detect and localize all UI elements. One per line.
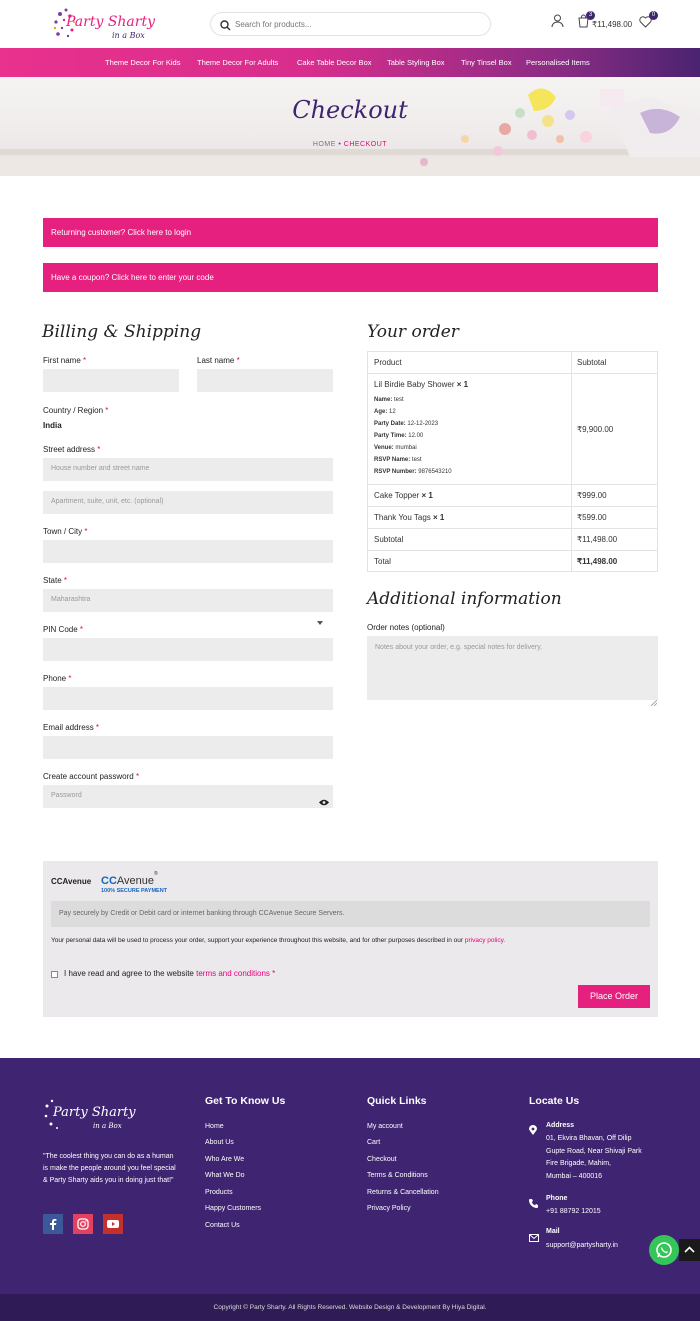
- footer-link-my-account[interactable]: My account: [367, 1123, 403, 1130]
- footer-link-cart[interactable]: Cart: [367, 1139, 381, 1146]
- nav-table-styling[interactable]: Table Styling Box: [387, 58, 445, 67]
- town-label: Town / City *: [43, 527, 88, 536]
- email-field[interactable]: [43, 736, 333, 759]
- logo-text: Party Sharty: [66, 14, 155, 30]
- order-review-table: [367, 351, 658, 572]
- account-icon[interactable]: [551, 14, 564, 33]
- privacy-policy-link[interactable]: privacy policy.: [464, 937, 506, 944]
- footer-quick-title: Quick Links: [367, 1095, 427, 1107]
- phone-field[interactable]: [43, 687, 333, 710]
- order-notes-textarea[interactable]: [367, 636, 658, 700]
- ccavenue-logo: [101, 871, 167, 894]
- logo-sub: in a Box: [112, 31, 145, 40]
- nav-tiny-tinsel[interactable]: Tiny Tinsel Box: [461, 58, 512, 67]
- email-label: Email address *: [43, 723, 100, 732]
- order-notes-placeholder: Notes about your order, e.g. special notes for delivery.: [375, 644, 543, 651]
- password-placeholder: Password: [51, 792, 82, 799]
- subtotal-label: Subtotal: [374, 535, 404, 544]
- site-footer: [0, 1058, 700, 1294]
- footer-link-terms[interactable]: Terms & Conditions: [367, 1172, 428, 1179]
- copyright-bar: Copyright © Party Sharty. All Rights Reserved. Website Design & Development By Hiya Digital.: [0, 1294, 700, 1321]
- footer-locate-title: Locate Us: [529, 1095, 580, 1107]
- chevron-up-icon: [679, 1239, 700, 1261]
- nav-theme-decor-kids[interactable]: Theme Decor For Kids: [105, 58, 181, 67]
- state-selected-value: Maharashtra: [51, 596, 91, 603]
- col-subtotal-header: Subtotal: [577, 358, 607, 367]
- footer-link-who-are-we[interactable]: Who Are We: [205, 1156, 245, 1163]
- instagram-icon[interactable]: [73, 1214, 93, 1234]
- payment-description: Pay securely by Credit or Debit card or internet banking through CCAvenue Secure Servers.: [51, 901, 650, 927]
- ccavenue-secure-text: 100% SECURE PAYMENT: [101, 888, 168, 894]
- item-price: ₹999.00: [577, 491, 607, 500]
- phone-label: Phone *: [43, 674, 72, 683]
- cart-total[interactable]: ₹11,498.00: [592, 20, 633, 29]
- item-meta: Party Time: 12.00: [374, 433, 424, 439]
- footer-link-returns[interactable]: Returns & Cancellation: [367, 1189, 439, 1196]
- show-password-eye-icon[interactable]: [319, 793, 329, 811]
- chevron-down-icon: [317, 612, 323, 630]
- item-meta: Age: 12: [374, 409, 396, 415]
- page-title: Checkout: [292, 96, 408, 124]
- footer-link-what-we-do[interactable]: What We Do: [205, 1172, 245, 1179]
- ccavenue-logo-reg: ®: [154, 871, 158, 877]
- item-meta: Venue: mumbai: [374, 445, 417, 451]
- street-address-2-field[interactable]: [43, 491, 333, 514]
- address-label: Address: [546, 1122, 575, 1129]
- site-header: [0, 0, 700, 48]
- state-select[interactable]: [43, 589, 333, 612]
- footer-link-contact[interactable]: Contact Us: [205, 1222, 240, 1229]
- last-name-label: Last name *: [197, 356, 240, 365]
- street-address-label: Street address *: [43, 445, 101, 454]
- terms-label: I have read and agree to the website terms and conditions *: [64, 969, 276, 978]
- nav-theme-decor-adults[interactable]: Theme Decor For Adults: [197, 58, 279, 67]
- pin-code-label: PIN Code *: [43, 625, 84, 634]
- additional-info-title: Additional information: [367, 589, 562, 609]
- payment-method-label[interactable]: CCAvenue: [51, 877, 92, 886]
- item-price: ₹599.00: [577, 513, 607, 522]
- first-name-label: First name *: [43, 356, 87, 365]
- page-banner: [0, 77, 700, 176]
- item-meta: RSVP Number: 9876543210: [374, 469, 452, 475]
- state-label: State *: [43, 576, 68, 585]
- mail-icon: [529, 1229, 539, 1247]
- login-notice[interactable]: Returning customer? Click here to login: [43, 218, 658, 247]
- item-name: Cake Topper × 1: [374, 491, 433, 500]
- first-name-field[interactable]: [43, 369, 179, 392]
- whatsapp-icon: [649, 1235, 679, 1265]
- phone-label: Phone: [546, 1195, 568, 1202]
- footer-logo[interactable]: [43, 1098, 143, 1139]
- breadcrumb: [0, 141, 700, 148]
- table-row: [368, 507, 657, 529]
- address-line: 01, Ekvira Bhavan, Off Dilip: [546, 1135, 632, 1142]
- footer-link-products[interactable]: Products: [205, 1189, 233, 1196]
- cart-count-badge: 3: [586, 11, 595, 20]
- scroll-to-top-button[interactable]: [679, 1239, 700, 1261]
- site-logo[interactable]: [52, 6, 162, 44]
- main-nav: [0, 48, 700, 77]
- breadcrumb-home[interactable]: HOME: [312, 141, 336, 148]
- col-product-header: Product: [374, 358, 402, 367]
- footer-logo-sub: in a Box: [93, 1122, 122, 1130]
- total-label: Total: [374, 557, 391, 566]
- billing-title: Billing & Shipping: [42, 322, 202, 342]
- search-bar[interactable]: [210, 12, 491, 36]
- breadcrumb-current: CHECKOUT: [343, 141, 388, 148]
- password-label: Create account password *: [43, 772, 140, 781]
- item-meta: RSVP Name: test: [374, 457, 422, 463]
- address-line: Mumbai – 400016: [546, 1173, 603, 1180]
- resize-handle-icon[interactable]: [651, 693, 657, 711]
- country-value: India: [43, 421, 62, 430]
- street-address-placeholder: House number and street name: [51, 465, 150, 472]
- subtotal-value: ₹11,498.00: [577, 535, 618, 544]
- phone-value[interactable]: +91 88792 12015: [546, 1208, 601, 1215]
- item-price: ₹9,900.00: [577, 425, 614, 434]
- street-address-field[interactable]: [43, 458, 333, 481]
- footer-link-checkout[interactable]: Checkout: [367, 1156, 397, 1163]
- mail-label: Mail: [546, 1228, 560, 1235]
- nav-personalised-items[interactable]: Personalised Items: [526, 58, 590, 67]
- footer-know-title: Get To Know Us: [205, 1095, 286, 1107]
- footer-quote: "The coolest thing you can do as a human is make the people around you feel special & Party Sharty aids you in doing just that!": [43, 1153, 176, 1184]
- nav-cake-table-decor[interactable]: Cake Table Decor Box: [297, 58, 372, 67]
- ccavenue-logo-cc: CC: [101, 875, 117, 887]
- pin-code-field[interactable]: [43, 638, 333, 661]
- mail-value[interactable]: support@partysharty.in: [546, 1242, 618, 1249]
- banner-decoration: [0, 77, 700, 176]
- footer-link-happy-customers[interactable]: Happy Customers: [205, 1205, 262, 1212]
- town-field[interactable]: [43, 540, 333, 563]
- search-icon: [220, 18, 231, 36]
- item-meta: Name: test: [374, 397, 404, 403]
- whatsapp-button[interactable]: [649, 1235, 679, 1265]
- footer-logo-text: Party Sharty: [53, 1105, 136, 1120]
- footer-link-about[interactable]: About Us: [205, 1139, 234, 1146]
- order-notes-label: Order notes (optional): [367, 623, 445, 632]
- last-name-field[interactable]: [197, 369, 333, 392]
- terms-checkbox[interactable]: [51, 971, 58, 978]
- item-name: Thank You Tags × 1: [374, 513, 445, 522]
- payment-section: [43, 861, 658, 1017]
- address-line: Fire Brigade, Mahim,: [546, 1160, 611, 1167]
- facebook-icon[interactable]: [43, 1214, 63, 1234]
- ccavenue-logo-avenue: Avenue: [116, 875, 154, 887]
- phone-icon: [529, 1195, 538, 1213]
- order-title: Your order: [367, 322, 459, 342]
- location-pin-icon: [529, 1122, 537, 1140]
- total-row: [368, 551, 657, 572]
- footer-link-home[interactable]: Home: [205, 1123, 224, 1130]
- table-row: [368, 485, 657, 507]
- item-meta: Party Date: 12-12-2023: [374, 421, 439, 427]
- total-value: ₹11,498.00: [577, 557, 618, 566]
- table-row: [368, 374, 657, 485]
- password-field[interactable]: [43, 785, 333, 808]
- subtotal-row: [368, 529, 657, 551]
- wishlist-count-badge: 0: [649, 11, 658, 20]
- privacy-notice: Your personal data will be used to process your order, support your experience throughout this website, and for other purposes described in our privacy policy.: [51, 937, 506, 944]
- youtube-icon[interactable]: [103, 1214, 123, 1234]
- street-address-2-placeholder: Apartment, suite, unit, etc. (optional): [51, 498, 164, 505]
- table-header-row: [368, 352, 657, 374]
- item-name: Lil Birdie Baby Shower × 1: [374, 380, 469, 389]
- address-line: Gupte Road, Near Shivaji Park: [546, 1148, 642, 1155]
- place-order-button[interactable]: Place Order: [578, 985, 650, 1008]
- footer-link-privacy[interactable]: Privacy Policy: [367, 1205, 411, 1212]
- coupon-notice[interactable]: Have a coupon? Click here to enter your code: [43, 263, 658, 292]
- breadcrumb-separator: •: [338, 141, 342, 148]
- search-input[interactable]: [235, 16, 485, 32]
- country-label: Country / Region *: [43, 406, 109, 415]
- terms-link[interactable]: terms and conditions: [196, 969, 270, 978]
